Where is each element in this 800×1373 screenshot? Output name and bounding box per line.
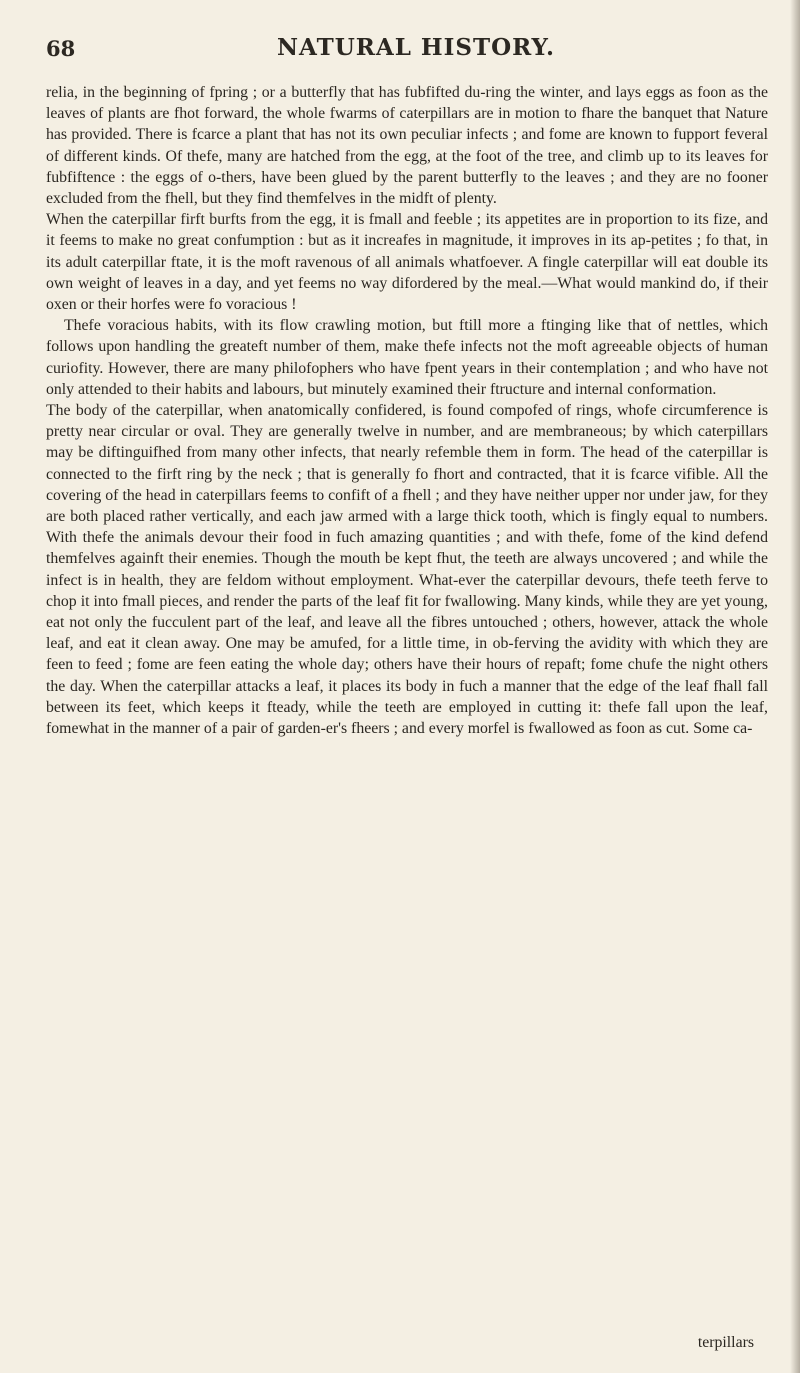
paragraph-4: The body of the caterpillar, when anatomically confidered, is found compofed of rings, whofe circumference is pretty near circular or oval. They are generally twelve in number, and are membraneous; by which caterpillars may be diftinguifhed from many other infects, that nearly refemble them in form. The head of the caterpillar is connected to the firft ring by the neck ; that is generally fo fhort and contracted, that it is fcarce vifible. All the covering of the head in caterpillars feems to confift of a fhell ; and they have neither upper nor under jaw, for they are both placed rather vertically, and each jaw armed with a large thick tooth, which is fingly equal to numbers. With thefe the animals devour their food in fuch amazing quantities ; and with thefe, fome of the kind defend themfelves againft their enemies. Though the mouth be kept fhut, the teeth are always uncovered ; and while the infect is in health, they are feldom without employment. What-ever the caterpillar devours, thefe teeth ferve to chop it into fmall pieces, and render the parts of the leaf fit for fwallowing. Many kinds, while they are yet young, eat not only the fucculent part of the leaf, and leave all the fibres untouched ; others, however, attack the whole leaf, and eat it clean away. One may be amufed, for a little time, in ob-ferving the avidity with which they are feen to feed ; fome are feen eating the whole day; others have their hours of repaft; fome chufe the night others the day. When the caterpillar attacks a leaf, it places its body in fuch a manner that the edge of the leaf fhall fall between its feet, which keeps it fteady, while the teeth are employed in cutting it: thefe fall upon the leaf, fomewhat in the manner of a pair of garden-er's fheers ; and every morfel is fwallowed as foon as cut. Some ca- xyxy=(46,402,768,738)
paragraph-1: relia, in the beginning of fpring ; or a butterfly that has fubfifted du-ring the winter, and lays eggs as foon as the leaves of plants are fhot forward, the whole fwarms of caterpillars are in motion to fhare the banquet that Nature has provided. There is fcarce a plant that has not its own peculiar infects ; and fome are known to fupport feveral of different kinds. Of thefe, many are hatched from the egg, at the foot of the tree, and climb up to its leaves for fubfiftence : the eggs of o-thers, have been glued by the parent butterfly to the leaves ; and they are no fooner excluded from the fhell, but they find themfelves in the midft of plenty. xyxy=(46,84,768,208)
page-edge-shadow xyxy=(790,0,800,1373)
running-title: NATURAL HISTORY. xyxy=(276,34,556,61)
catchword: terpillars xyxy=(697,1334,754,1351)
body-text xyxy=(46,82,768,739)
page-number: 68 xyxy=(46,36,76,61)
paragraph-3: Thefe voracious habits, with its flow crawling motion, but ftill more a ftinging like that of nettles, which follows upon handling the greateft number of them, make thefe infects not the moft agreeable objects of human curiofity. However, there are many philofophers who have fpent years in their contemplation ; and who have not only attended to their habits and labours, but minutely examined their ftructure and internal conformation. xyxy=(46,317,768,398)
page-header xyxy=(46,32,766,68)
paragraph-2: When the caterpillar firft burfts from the egg, it is fmall and feeble ; its appetites are in proportion to its fize, and it feems to make no great confumption : but as it increafes in magnitude, it improves in its ap-petites ; fo that, in its adult caterpillar ftate, it is the moft ravenous of all animals whatfoever. A fingle caterpillar will eat double its own weight of leaves in a day, and yet feems no way difordered by the meal.—What would mankind do, if their oxen or their horfes were fo voracious ! xyxy=(46,211,768,314)
